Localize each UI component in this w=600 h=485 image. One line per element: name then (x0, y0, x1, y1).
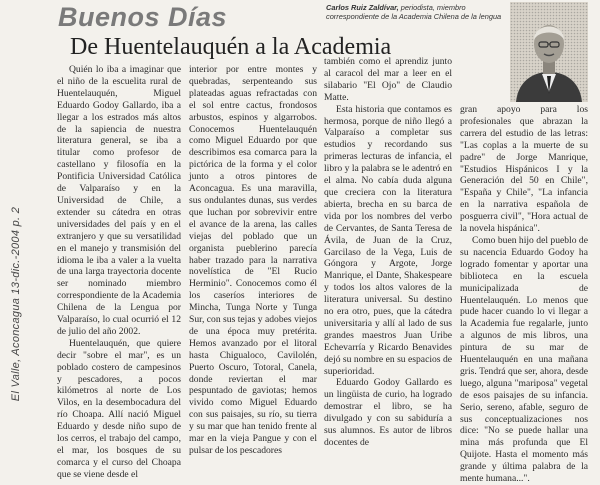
article-column-2 (189, 64, 317, 458)
byline (326, 3, 508, 21)
handwritten-source-note: El Valle, Aconcagua 13-dic.-2004 p. 2 (10, 206, 22, 402)
author-name: Carlos Ruiz Zaldívar, (326, 3, 399, 12)
author-portrait (510, 2, 588, 102)
article-column-1 (57, 64, 181, 480)
paragraph: Esta historia que contamos es hermosa, porque de niño llegó a Valparaíso a completar sus estudios y recordando sus primeras lecturas de infancia, el libro y la palabra se le adentró en el alma. No cabía duda alguna que creciera con la literatura abierta, brecha en su barca de vida por los nombres del verbo de Cervantes, de Santa Teresa de Ávila, de Juan de la Cruz, Garcilaso de la Vega, Luis de Góngora y Argote, Jorge Manrique, el Dante, Shakespeare y todos los altos valores de la literatura universal. Su destino no era otro, pues, que la cátedra universitaria y allí al lado de sus grandes maestros Juan Uribe Echevarría y Ricardo Benavides dejó su nombre en su espacios de superioridad. (324, 103, 452, 377)
author-role: periodista, miembro correspondiente de la Academia Chilena de la lengua (326, 3, 502, 21)
paragraph: Como buen hijo del pueblo de su nacencia Eduardo Godoy ha logrado fomentar y aportar una biblioteca en la escuela municipalizada de Huentelauquén. Lo menos que pude hacer cuando lo vi llegar a la Academia fue regalarle, junto a algunos de mis libros, una pintura de su mar de Huentelauquén en una mañana gris. Tendrá que ser, ahora, desde luego, alguna "mariposa" vegetal de esos paisajes de su infancia. Serio, sereno, afable, seguro de sus conceptualizaciones nos dice: "No se puede hallar una mina más profunda que El Quijote. Hasta el momento más grande y última palabra de la mente humana...". (460, 234, 588, 485)
column-kicker: Buenos Días (58, 2, 228, 32)
article-column-4 (460, 104, 588, 485)
paragraph: Eduardo Godoy Gallardo es un lingüista de curio, ha logrado demostrar el libro, se ha divulgado y con su sabiduría a sus alumnos. Es autor de libros docentes de (324, 377, 452, 448)
paragraph: también como el aprendiz junto al caracol del mar a leer en el silabario "El Ojo" de Claudio Matte. (324, 56, 452, 103)
article-column-3 (324, 56, 452, 458)
paragraph: Huentelauquén, que quiere decir "sobre el mar", es un poblado costero de campesinos y pescadores, a pocos kilómetros al norte de Los Vilos, en la desembocadura del río Choapa. Allí nació Miguel Eduardo y desde niño supo de los cerros, el trabajo del campo, el mar, los bosques de su comarca y el curso del Choapa que se viene desde el (57, 337, 181, 480)
portrait-image (510, 2, 588, 102)
paragraph: interior por entre montes y quebradas, serpenteando sus plateadas aguas refractadas con el sol entre cactus, frondosos arbustos, espinos y algarrobos. Conocemos Huentelauquén como Miguel Eduardo por que describimos esa comarca para la pictórica de la forma y el color junto a otros pintores de Aconcagua. Es una maravilla, sus ondulantes dunas, sus verdes que luchan por sobrevivir entre el avance de la arena, las calles viejas del poblado que un organista pueblerino parecía haber trazado para la narrativa novelística de "El Rucio Herminio". Conocemos como él los caseríos interiores de Mincha, Tunga Norte y Tunga Sur, con sus tejas y adobes viejos de una época muy pretérita. Hemos avanzado por el litoral hasta Chigualoco, Cavilolén, Puerto Oscuro, Totoral, Canela, donde reviertan el mar pespuntado de gaviotas; hemos vivido como Miguel Eduardo con sus paisajes, su río, su tierra y su mar que han tenido frente al mar en la vieja Pangue y con el pulsar de los pescadores (189, 64, 317, 456)
paragraph: gran apoyo para los profesionales que abrazan la carrera del estudio de las letras: "Las coplas a la muerte de su padre" de Jorge Manrique, "Estudios Hispánicos I y la Generación del 50 en Chile", "España y Chile", "La infancia en la narrativa española de posguerra civil", "Hora actual de la novela hispánica". (460, 104, 588, 235)
headline: De Huentelauquén a la Academia (70, 34, 392, 60)
paragraph: Quién lo iba a imaginar que el niño de la escuelita rural de Huentelauquén, Miguel Eduardo Godoy Gallardo, iba a llegar a los estrados más altos de la sapiencia de nuestra literatura general, se iba a titular como profesor de castellano y filosofía en la Pontificia Universidad Católica de Valparaíso y en la Universidad de Chile, a extender su cátedra en otras universidades del país y en el extranjero y que su versatilidad en el manejo y transmisión del idioma le iba a valer a la vuelta de una larga trayectoria docente ser nominado miembro correspondiente de la Academia Chilena de la Lengua por Valparaíso, lo cual ocurrió el 12 de julio del año 2002. (57, 64, 181, 337)
